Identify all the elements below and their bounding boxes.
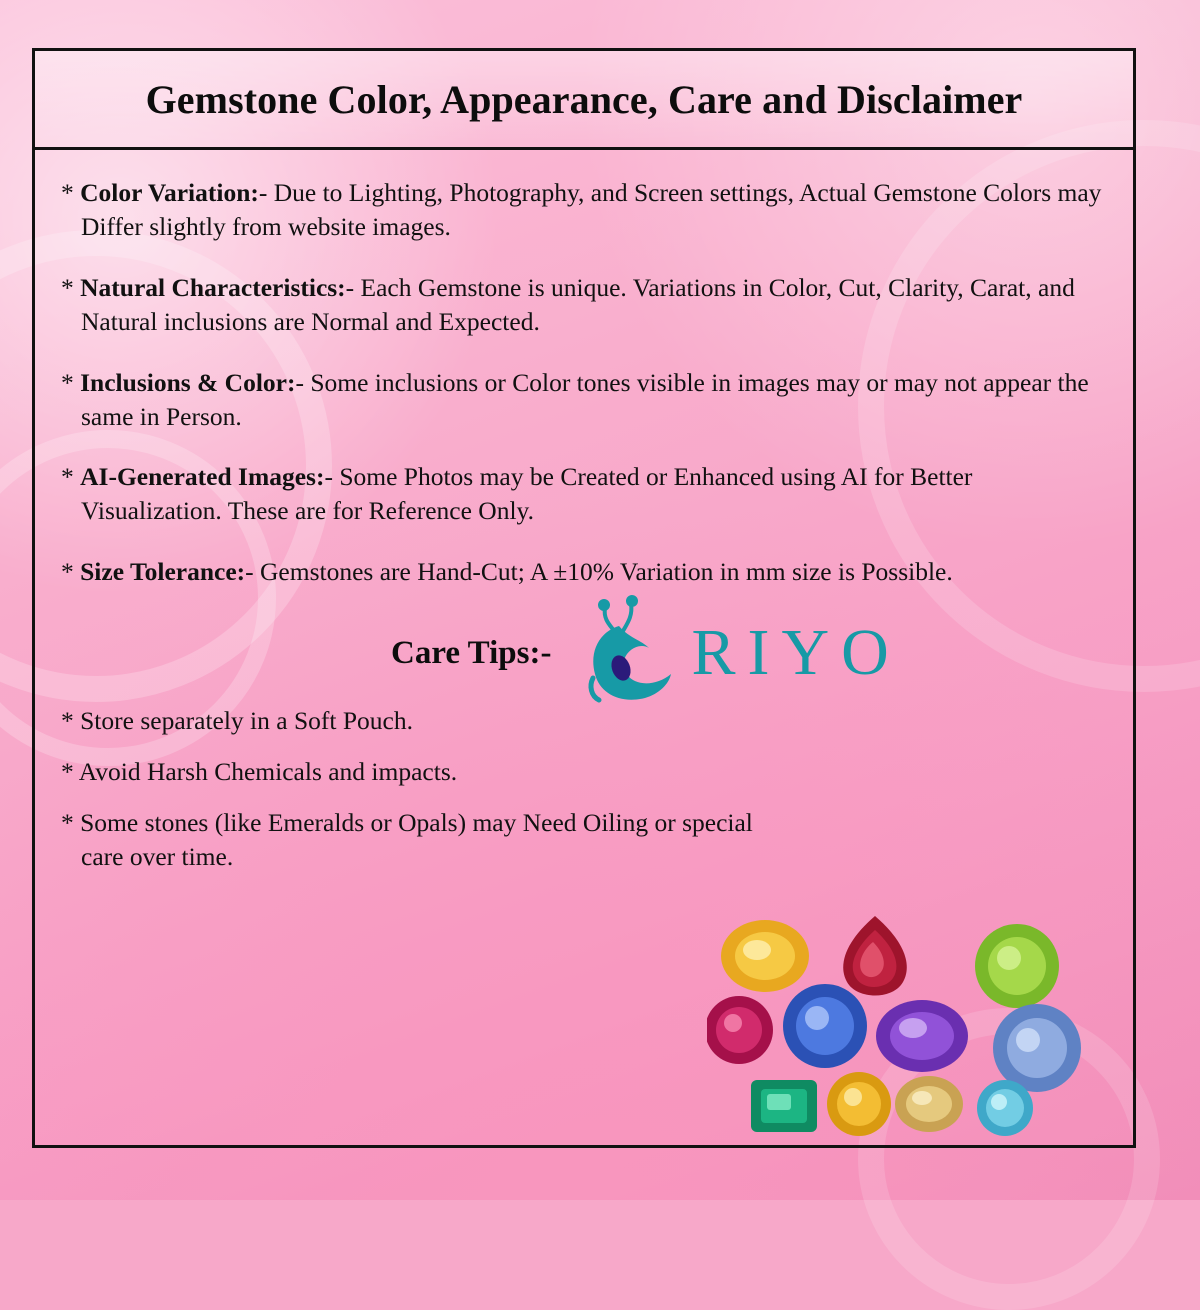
card-body bbox=[35, 150, 1133, 1148]
care-item bbox=[61, 755, 781, 790]
disclaimer-item bbox=[61, 555, 1107, 589]
disclaimer-heading: Color Variation: bbox=[80, 178, 259, 207]
disclaimer-item bbox=[61, 176, 1107, 244]
disclaimer-item bbox=[61, 460, 1107, 528]
disclaimer-card bbox=[32, 48, 1136, 1148]
bullet-marker: * bbox=[61, 272, 74, 302]
brand-name: RIYO bbox=[691, 616, 901, 690]
disclaimer-item bbox=[61, 271, 1107, 339]
bullet-marker: * bbox=[61, 756, 74, 786]
bullet-marker: * bbox=[61, 178, 74, 207]
brand-logo bbox=[559, 586, 900, 721]
peacock-icon bbox=[559, 586, 689, 721]
disclaimer-heading: Size Tolerance: bbox=[80, 557, 246, 587]
care-item bbox=[61, 806, 781, 875]
disclaimer-heading: Inclusions & Color: bbox=[80, 367, 296, 397]
care-tips-list bbox=[61, 704, 1107, 875]
disclaimer-heading: AI-Generated Images: bbox=[80, 462, 325, 492]
disclaimer-text: - Some inclusions or Color tones visible in images may or may not appear the same in Person. bbox=[81, 367, 1089, 431]
care-item-text: Store separately in a Soft Pouch. bbox=[80, 706, 413, 736]
bullet-marker: * bbox=[61, 367, 74, 397]
title-bar bbox=[35, 51, 1133, 150]
disclaimer-text: - Gemstones are Hand-Cut; A ±10% Variation in mm size is Possible. bbox=[245, 557, 953, 587]
bullet-marker: * bbox=[61, 557, 74, 587]
disclaimer-heading: Natural Characteristics: bbox=[80, 272, 346, 302]
disclaimer-text: - Due to Lighting, Photography, and Screen settings, Actual Gemstone Colors may Differ slightly from website images. bbox=[81, 178, 1102, 241]
disclaimer-text: - Some Photos may be Created or Enhanced using AI for Better Visualization. These are for Reference Only. bbox=[81, 462, 973, 526]
care-tips-title: Care Tips:- bbox=[391, 634, 552, 671]
bullet-marker: * bbox=[61, 807, 74, 837]
disclaimer-text: - Each Gemstone is unique. Variations in Color, Cut, Clarity, Carat, and Natural inclusions are Normal and Expected. bbox=[81, 272, 1075, 336]
disclaimer-item bbox=[61, 366, 1107, 434]
care-tips-header bbox=[61, 610, 1107, 696]
gemstones-illustration bbox=[707, 908, 1127, 1138]
care-item-text: Avoid Harsh Chemicals and impacts. bbox=[78, 756, 458, 786]
bullet-marker: * bbox=[61, 462, 74, 492]
bullet-marker: * bbox=[61, 706, 74, 736]
care-item-text: Some stones (like Emeralds or Opals) may Need Oiling or special care over time. bbox=[80, 807, 753, 872]
page-title: Gemstone Color, Appearance, Care and Disclaimer bbox=[145, 76, 1023, 122]
